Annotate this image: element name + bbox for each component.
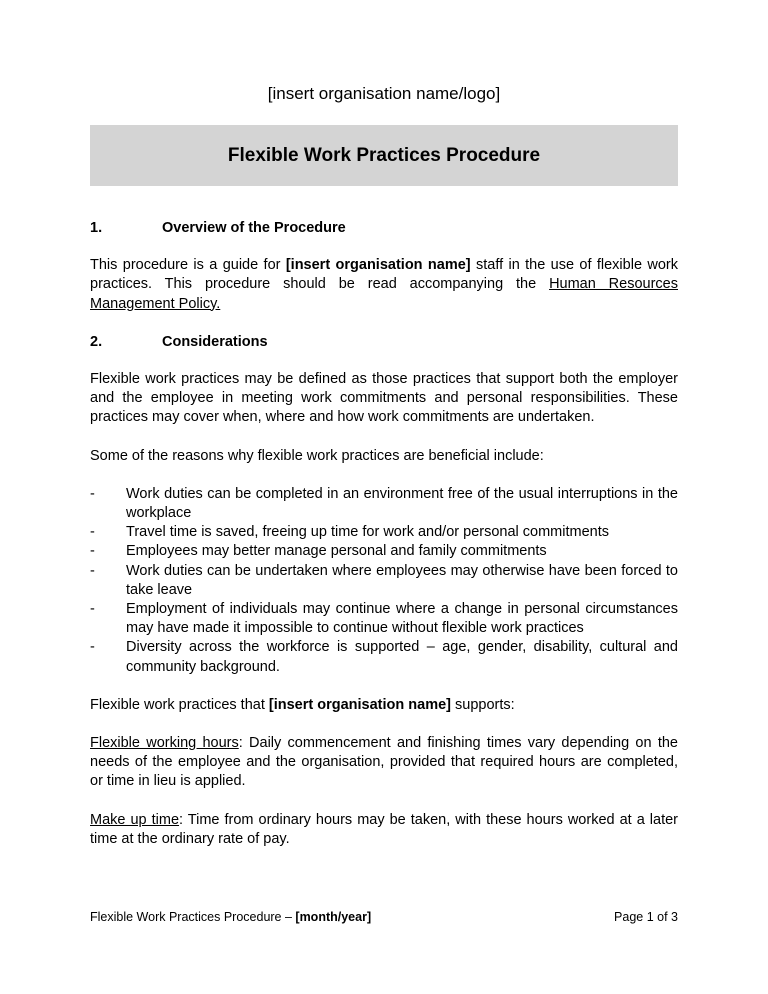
overview-paragraph <box>90 256 678 314</box>
make-up-time-paragraph <box>90 811 678 849</box>
text-run: staff in the use of flexible work practices. This procedure should be read accompanying the <box>90 257 678 293</box>
text-run: Flexible work practices that <box>90 696 269 713</box>
text-run: This procedure is a guide for <box>90 257 286 274</box>
title-banner <box>90 125 678 186</box>
considerations-paragraph: Flexible work practices may be defined as those practices that support both the employer and the employee in meeting work commitments and personal responsibilities. These practices may cover when, where and how work commitments are undertaken. <box>90 371 678 426</box>
section-title: Considerations <box>162 333 268 350</box>
text-run: : Daily commencement and finishing times vary depending on the needs of the employee and the organisation, provided that required hours are completed, or time in lieu is applied. <box>90 735 678 790</box>
list-item <box>90 562 678 600</box>
term-make-up-time: Make up time <box>90 811 180 828</box>
list-item-text: Work duties can be undertaken where employees may otherwise have been forced to take leave <box>126 562 678 598</box>
list-item-text: Work duties can be completed in an environment free of the usual interruptions in the workplace <box>126 485 678 522</box>
dash-marker: - <box>90 485 95 502</box>
dash-marker: - <box>90 524 95 541</box>
page-number: Page 1 of 3 <box>614 910 678 924</box>
footer-doc-name <box>90 910 371 924</box>
page-footer <box>90 910 678 924</box>
list-item-text: Travel time is saved, freeing up time for work and/or personal commitments <box>126 524 609 541</box>
org-name-placeholder: [insert organisation name] <box>268 696 451 713</box>
supported-practices-intro <box>90 696 678 715</box>
section-1-heading <box>90 219 678 238</box>
text-run: Flexible Work Practices Procedure – <box>90 910 296 924</box>
dash-marker: - <box>90 639 95 656</box>
list-item-text: Diversity across the workforce is supported – age, gender, disability, cultural and community background. <box>126 639 678 675</box>
list-item <box>90 523 678 542</box>
section-number: 2. <box>90 333 103 350</box>
list-item <box>90 485 678 523</box>
section-title: Overview of the Procedure <box>162 220 346 236</box>
flexible-hours-paragraph <box>90 734 678 792</box>
list-item <box>90 600 678 638</box>
footer-date-placeholder: [month/year] <box>295 910 372 924</box>
benefits-intro: Some of the reasons why flexible work practices are beneficial include: <box>90 447 544 464</box>
section-number: 1. <box>90 220 103 236</box>
organisation-placeholder: [insert organisation name/logo] <box>267 84 501 103</box>
list-item-text: Employment of individuals may continue where a change in personal circumstances may have made it impossible to continue without flexible work practices <box>126 601 678 637</box>
dash-marker: - <box>90 562 95 579</box>
dash-marker: - <box>90 543 95 560</box>
benefits-list <box>90 485 678 677</box>
hr-policy-link[interactable]: Human Resources Management Policy. <box>90 276 678 312</box>
org-name-placeholder: [insert organisation name] <box>285 257 471 274</box>
text-run: supports: <box>451 696 515 713</box>
section-2-heading <box>90 333 678 352</box>
text-run: : Time from ordinary hours may be taken, with these hours worked at a later time at the ordinary rate of pay. <box>90 811 678 847</box>
term-flexible-working-hours: Flexible working hours <box>90 735 239 752</box>
dash-marker: - <box>90 601 95 618</box>
list-item-text: Employees may better manage personal and family commitments <box>126 543 547 560</box>
document-title: Flexible Work Practices Procedure <box>227 144 541 166</box>
list-item <box>90 638 678 676</box>
document-body <box>90 219 678 868</box>
list-item <box>90 542 678 561</box>
